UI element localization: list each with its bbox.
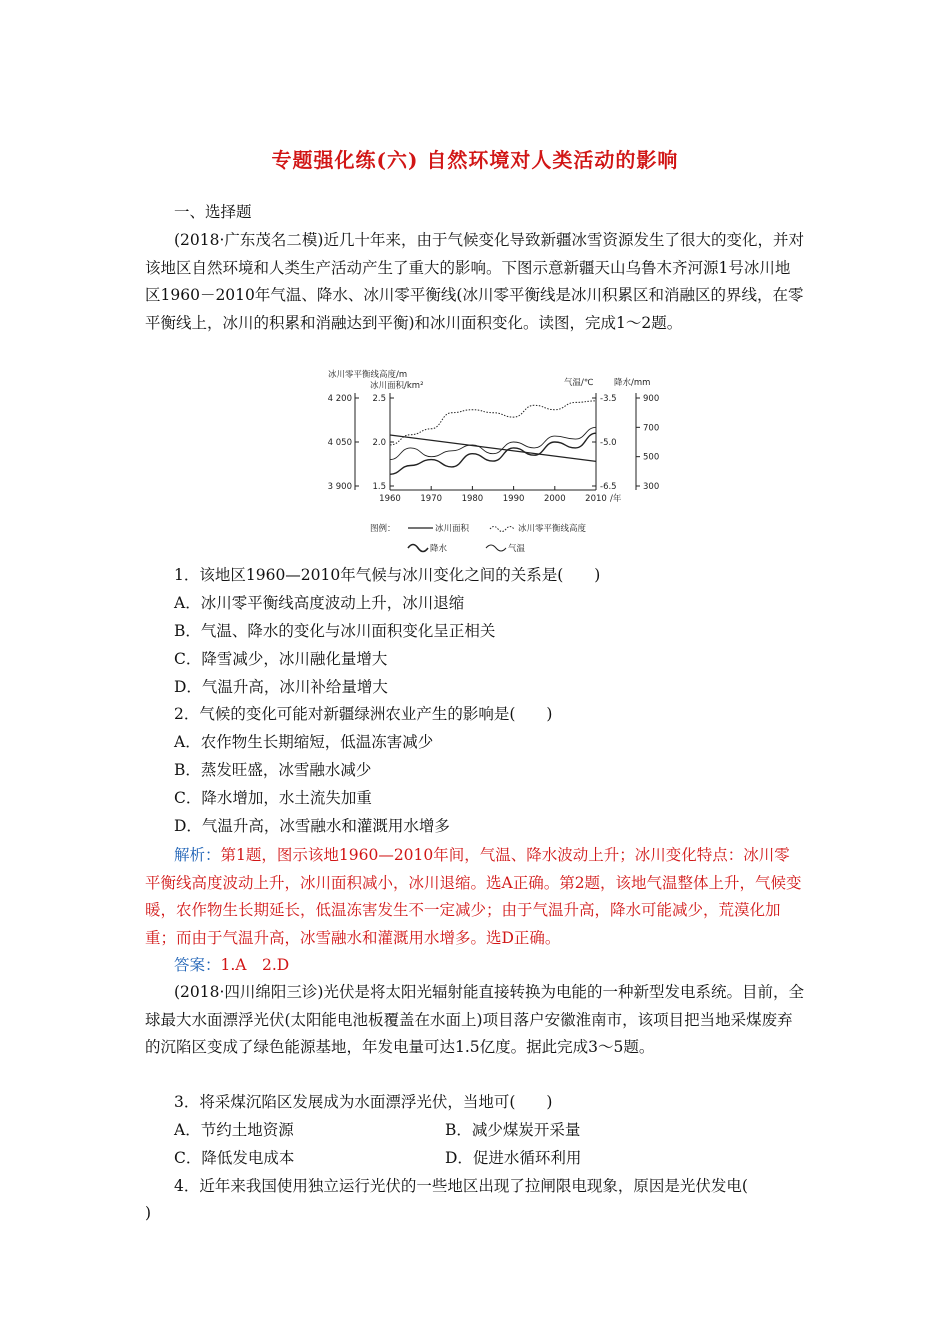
x-tick-label-3: 1990	[502, 494, 525, 504]
answer	[174, 955, 289, 975]
series-line-1	[390, 401, 596, 445]
analysis-label: 解析：	[174, 846, 221, 864]
x-tick-label-2: 1980	[461, 494, 484, 504]
q2-option-d: D．气温升高，冰雪融水和灌溉用水增多	[174, 817, 450, 835]
q1-option-b: B．气温、降水的变化与冰川面积变化呈正相关	[174, 622, 496, 640]
q1-stem: 1．该地区1960—2010年气候与冰川变化之间的关系是( )	[174, 566, 601, 584]
q1-option-d: D．气温升高，冰川补给量增大	[174, 678, 388, 696]
right1-tick-label-0: -3.5	[600, 394, 617, 404]
legend-swatch-temp	[486, 545, 506, 551]
legend-temp: 气温	[508, 544, 526, 554]
right2-tick-label-0: 900	[643, 394, 660, 404]
q2-stem: 2．气候的变化可能对新疆绿洲农业产生的影响是( )	[174, 705, 553, 723]
left2-tick-label-2: 1.5	[372, 482, 386, 492]
right2-tick-label-1: 700	[643, 423, 660, 434]
q3-option-c: C．降低发电成本	[174, 1149, 295, 1167]
x-axis-label: /年	[610, 494, 622, 504]
legend-label: 图例：	[370, 524, 396, 534]
left1-tick-label-1: 4 050	[327, 438, 352, 448]
q1-option-a: A．冰川零平衡线高度波动上升，冰川退缩	[174, 594, 465, 612]
q3-option-b: B．减少煤炭开采量	[445, 1121, 581, 1139]
answer-text: 1.A 2.D	[220, 956, 290, 974]
legend-precip: 降水	[430, 544, 448, 554]
q2-option-c: C．降水增加，水土流失加重	[174, 789, 372, 807]
q3-option-a: A．节约土地资源	[174, 1121, 294, 1139]
legend-area: 冰川面积	[435, 524, 470, 534]
right1-tick-label-1: -5.0	[600, 438, 617, 448]
q2-option-a: A．农作物生长期缩短，低温冻害减少	[174, 733, 434, 751]
legend-swatch-ela	[490, 527, 514, 532]
climate-glacier-chart	[320, 368, 670, 560]
x-tick-label-0: 1960	[379, 494, 401, 504]
left-axis-1-label: 冰川零平衡线高度/m	[328, 370, 408, 380]
q1-option-c: C．降雪减少，冰川融化量增大	[174, 650, 388, 668]
q4-stem: 4．近年来我国使用独立运行光伏的一些地区出现了拉闸限电现象，原因是光伏发电(	[174, 1177, 748, 1195]
legend-swatch-precip	[408, 545, 428, 552]
x-tick-label-4: 2000	[543, 494, 566, 504]
right2-tick-label-2: 500	[643, 452, 660, 463]
section-heading: 一、选择题	[174, 203, 252, 221]
analysis	[145, 842, 805, 953]
q3-option-d: D．促进水循环利用	[445, 1149, 582, 1167]
series-line-0	[390, 435, 596, 461]
q4-stem-tail: )	[145, 1204, 152, 1222]
q2-option-b: B．蒸发旺盛，冰雪融水减少	[174, 761, 372, 779]
left-axis-2-label: 冰川面积/km²	[370, 381, 424, 391]
left1-tick-label-0: 4 200	[327, 394, 352, 404]
legend-ela: 冰川零平衡线高度	[518, 524, 587, 534]
analysis-text: 第1题，图示该地1960—2010年间，气温、降水波动上升；冰川变化特点：冰川零平衡线高度波动上升，冰川面积减小，冰川退缩。选A正确。第2题，该地气温整体上升，气候变暖，农作物生长期延长，低温冻害发生不一定减少；由于气温升高，降水可能减少，荒漠化加重；而由于气温升高，冰雪融水和灌溉用水增多。选D正确。	[145, 846, 802, 948]
right1-tick-label-2: -6.5	[600, 482, 617, 492]
x-tick-label-5: 2010	[585, 494, 607, 504]
q3-stem: 3．将采煤沉陷区发展成为水面漂浮光伏，当地可( )	[174, 1093, 553, 1111]
right2-tick-label-3: 300	[643, 482, 660, 492]
left2-tick-label-1: 2.0	[372, 438, 386, 448]
answer-label: 答案：	[174, 956, 221, 974]
left2-tick-label-0: 2.5	[372, 394, 386, 404]
page-title: 专题强化练(六) 自然环境对人类活动的影响	[271, 148, 679, 172]
right-axis-1-label: 气温/℃	[564, 378, 594, 388]
right-axis-2-label: 降水/mm	[614, 378, 651, 388]
passage-1: (2018·广东茂名二模)近几十年来，由于气候变化导致新疆冰雪资源发生了很大的变化，并对该地区自然环境和人类生产活动产生了重大的影响。下图示意新疆天山乌鲁木齐河源1号冰川地区1960－2010年气温、降水、冰川零平衡线(冰川零平衡线是冰川积累区和消融区的界线，在零平衡线上，冰川的积累和消融达到平衡)和冰川面积变化。读图，完成1～2题。	[145, 231, 804, 333]
x-tick-label-1: 1970	[420, 494, 443, 504]
passage-2: (2018·四川绵阳三诊)光伏是将太阳光辐射能直接转换为电能的一种新型发电系统。目前，全球最大水面漂浮光伏(太阳能电池板覆盖在水面上)项目落户安徽淮南市，该项目把当地采煤废弃的沉陷区变成了绿色能源基地，年发电量可达1.5亿度。据此完成3～5题。	[145, 983, 804, 1057]
left1-tick-label-2: 3 900	[327, 482, 352, 492]
